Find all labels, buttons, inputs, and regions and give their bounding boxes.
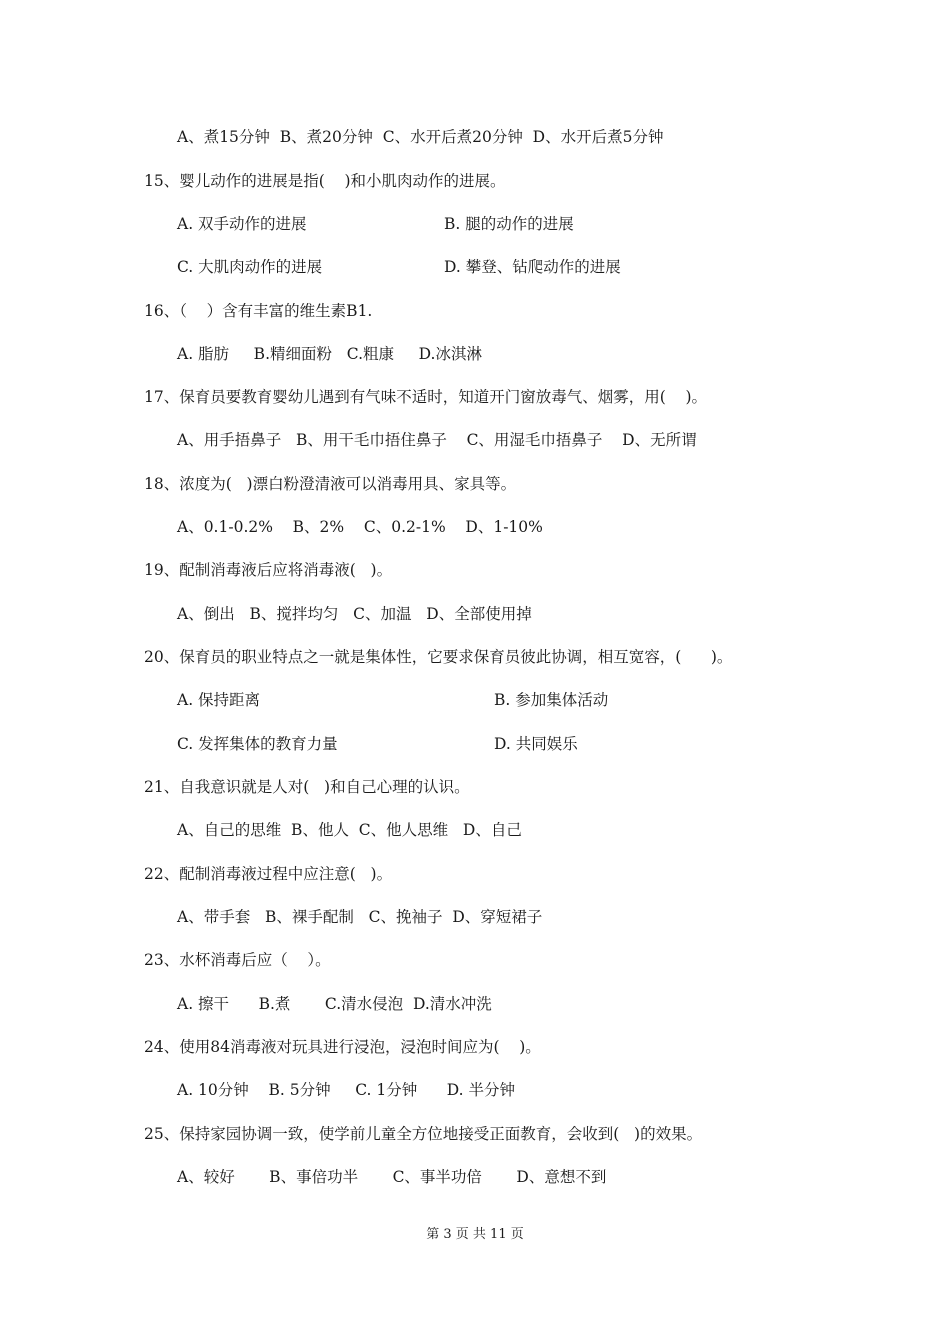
q20-option-a: A. 保持距离 [177,691,261,709]
q16-text: 16、（ ）含有丰富的维生素B1. [144,302,373,320]
q21-options: A、自己的思维 B、他人 C、他人思维 D、自己 [177,821,522,839]
q20-option-d: D. 共同娱乐 [494,735,578,753]
page-number: 第 3 页 共 11 页 [426,1227,524,1242]
q15-text: 15、婴儿动作的进展是指( )和小肌肉动作的进展。 [144,172,506,190]
q23-text: 23、水杯消毒后应（ ）。 [144,951,331,969]
q18-options: A、0.1-0.2% B、2% C、0.2-1% D、1-10% [177,518,543,536]
q15-option-a: A. 双手动作的进展 [177,215,307,233]
q20-option-c: C. 发挥集体的教育力量 [177,735,338,753]
q17-text: 17、保育员要教育婴幼儿遇到有气味不适时，知道开门窗放毒气、烟雾，用( )。 [144,388,708,406]
q20-option-b: B. 参加集体活动 [494,691,609,709]
q22-options: A、带手套 B、裸手配制 C、挽袖子 D、穿短裙子 [177,908,543,926]
q23-options: A. 擦干 B.煮 C.清水侵泡 D.清水冲洗 [177,995,492,1013]
q15-option-d: D. 攀登、钻爬动作的进展 [444,258,621,276]
q14-options: A、煮15分钟 B、煮20分钟 C、水开后煮20分钟 D、水开后煮5分钟 [177,128,664,146]
q15-option-b: B. 腿的动作的进展 [444,215,574,233]
q24-text: 24、使用84消毒液对玩具进行浸泡，浸泡时间应为( )。 [144,1038,541,1056]
q18-text: 18、浓度为( )漂白粉澄清液可以消毒用具、家具等。 [144,475,517,493]
q22-text: 22、配制消毒液过程中应注意( )。 [144,865,393,883]
q16-options: A. 脂肪 B.精细面粉 C.粗康 D.冰淇淋 [177,345,482,363]
q19-text: 19、配制消毒液后应将消毒液( )。 [144,561,393,579]
q15-option-c: C. 大肌肉动作的进展 [177,258,323,276]
q25-options: A、较好 B、事倍功半 C、事半功倍 D、意想不到 [177,1168,607,1186]
q20-text: 20、保育员的职业特点之一就是集体性，它要求保育员彼此协调，相互宽容，( )。 [144,648,733,666]
q17-options: A、用手捂鼻子 B、用干毛巾捂住鼻子 C、用湿毛巾捂鼻子 D、无所谓 [177,431,697,449]
q21-text: 21、自我意识就是人对( )和自己心理的认识。 [144,778,470,796]
q25-text: 25、保持家园协调一致，使学前儿童全方位地接受正面教育，会收到( )的效果。 [144,1125,703,1143]
q24-options: A. 10分钟 B. 5分钟 C. 1分钟 D. 半分钟 [177,1081,516,1099]
q19-options: A、倒出 B、搅拌均匀 C、加温 D、全部使用掉 [177,605,532,623]
